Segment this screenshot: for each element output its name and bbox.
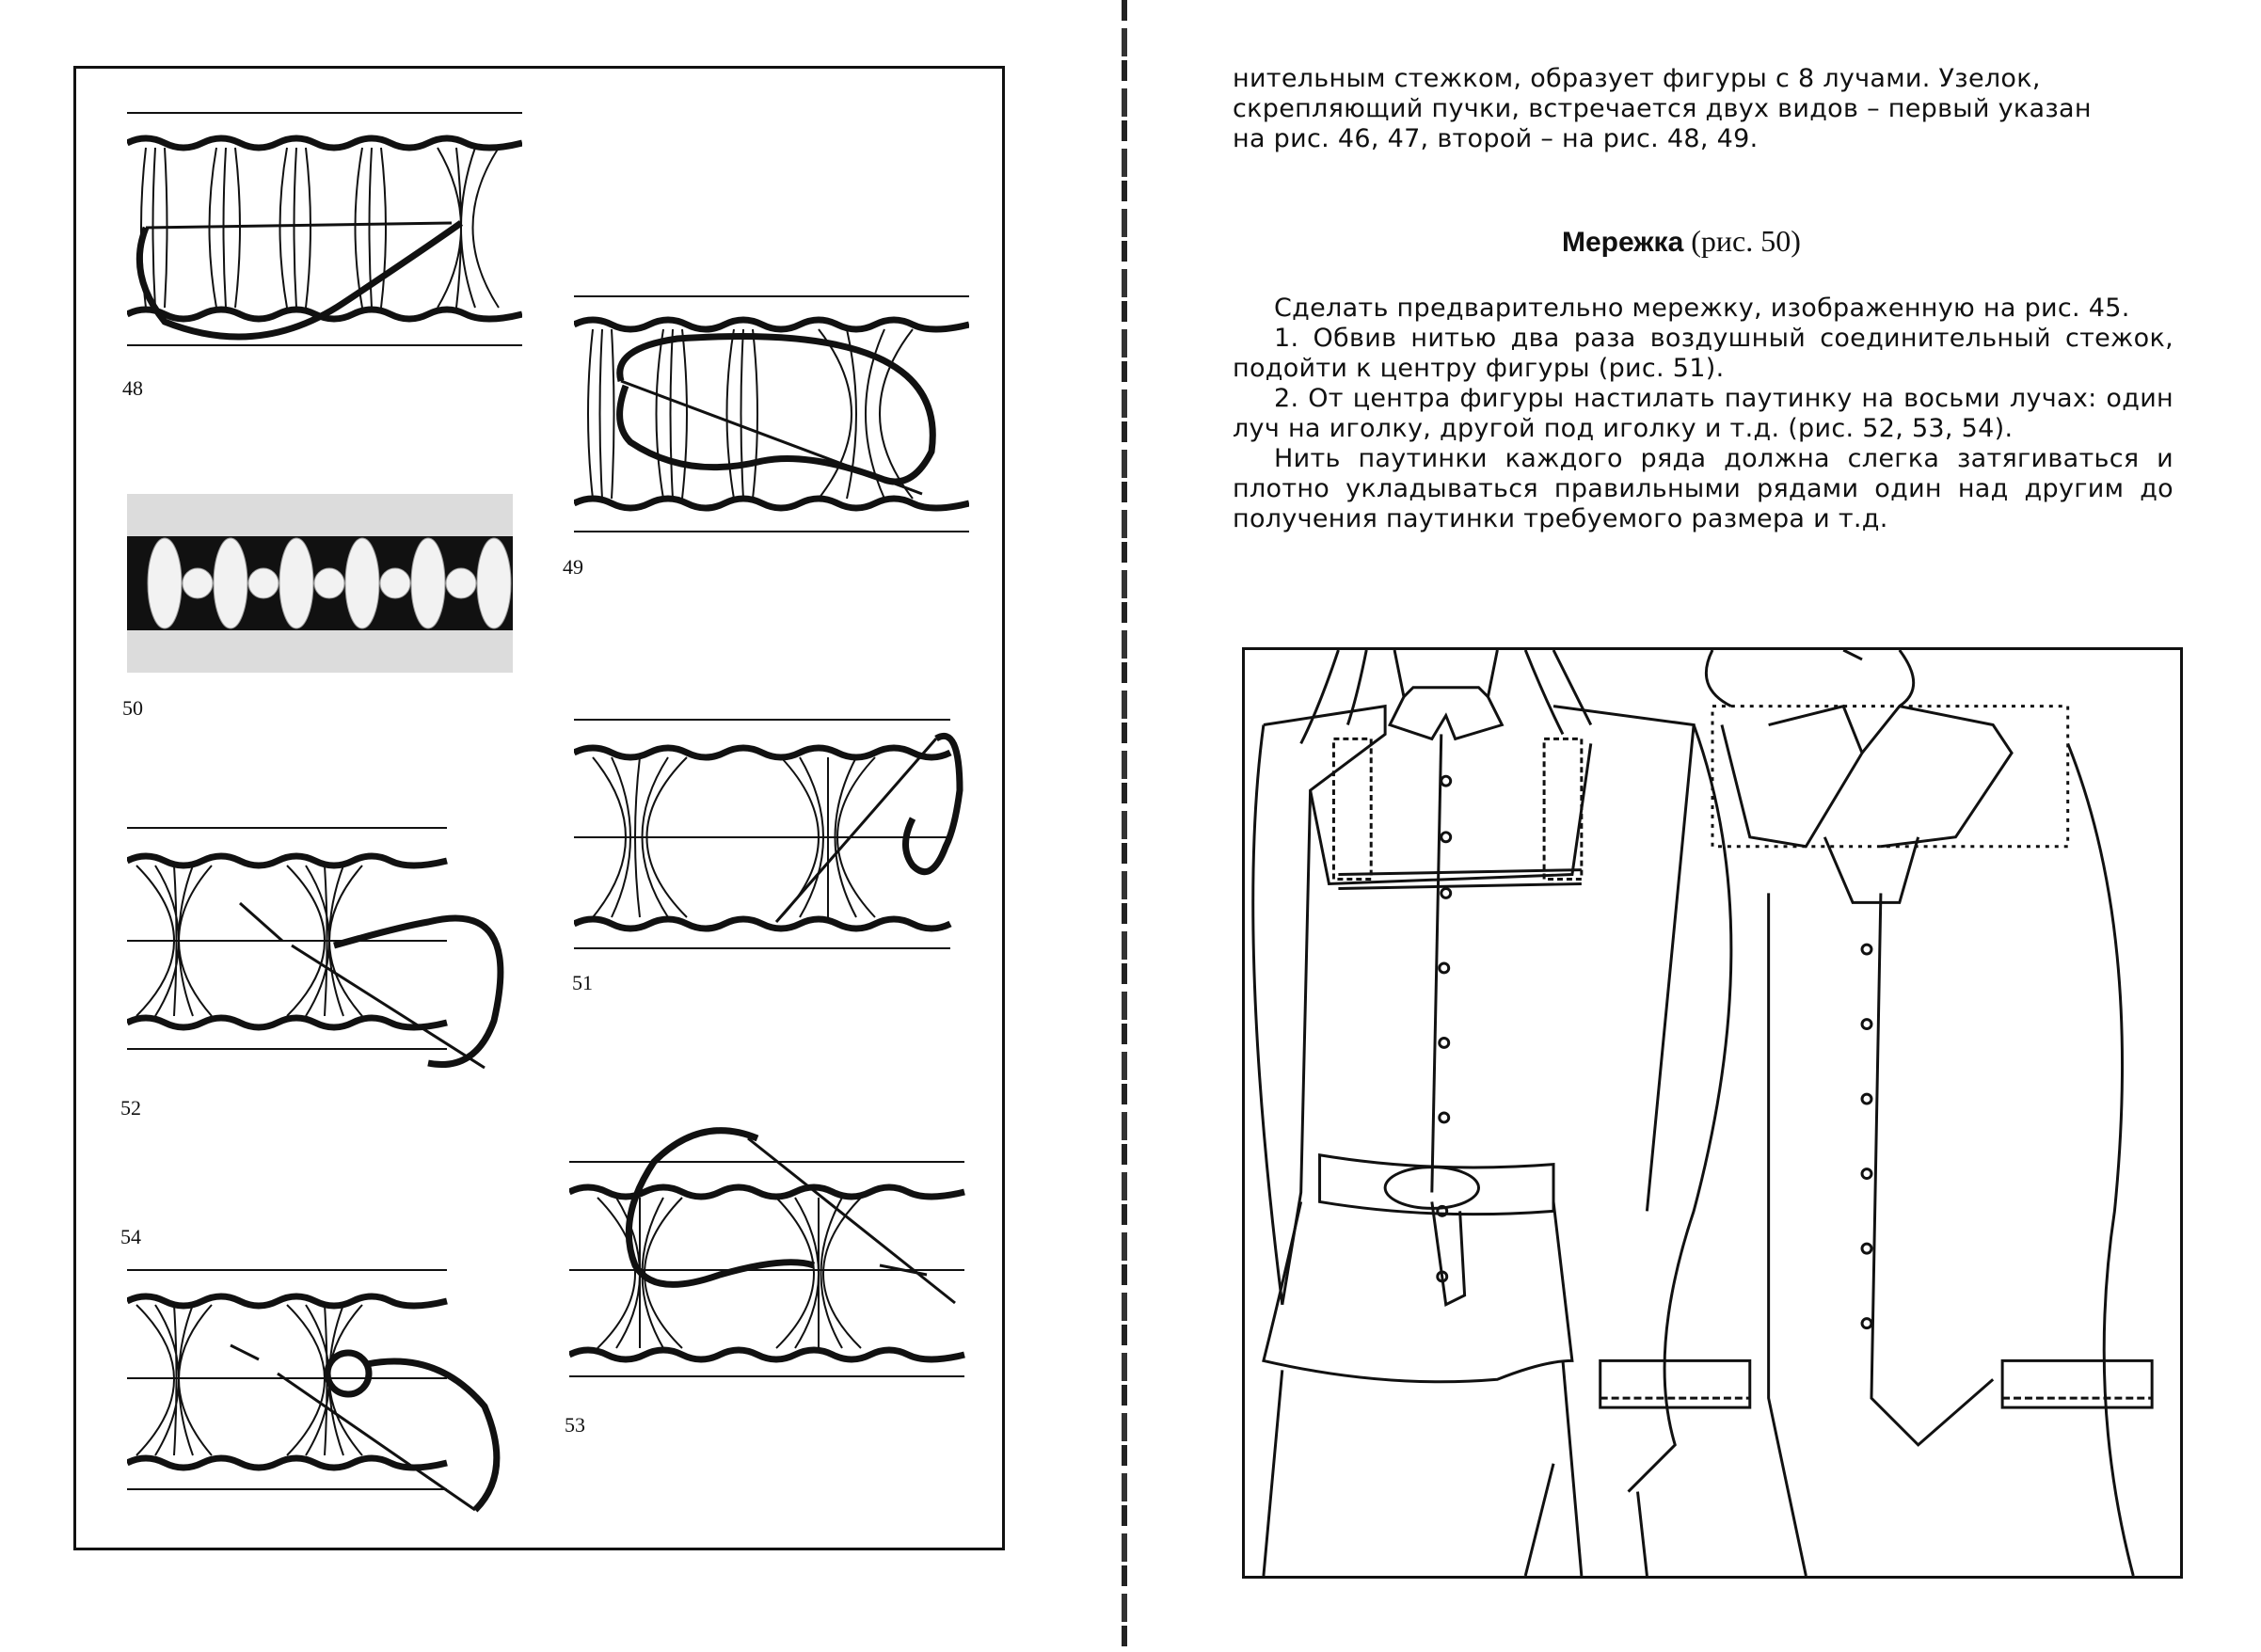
stitch-diagram-48 xyxy=(127,105,522,359)
paragraph: Нить паутинки каждого ряда должна слегка затягиваться и плотно укладываться правильными рядами один над другим до получения паутинки требуемого размера и т.д. xyxy=(1233,444,2173,533)
figure-52 xyxy=(127,823,522,1091)
blouse-illustration xyxy=(1242,647,2183,1579)
intro-line: скрепляющий пучки, встречается двух видов – первый указан xyxy=(1233,94,2092,123)
stitch-diagram-52 xyxy=(127,823,522,1091)
left-page xyxy=(0,0,1120,1652)
heading-figure-ref: (рис. 50) xyxy=(1683,224,1801,258)
stitch-diagram-49 xyxy=(574,292,969,541)
stitch-diagram-54 xyxy=(127,1265,522,1529)
book-spine xyxy=(1122,0,1127,1652)
figure-54-number: 54 xyxy=(120,1225,141,1248)
heading-title: Мережка xyxy=(1562,227,1684,258)
stitch-diagram-51 xyxy=(574,715,969,960)
figure-48-number: 48 xyxy=(122,376,143,400)
figure-51-number: 51 xyxy=(572,971,593,994)
embroidery-photo-50 xyxy=(127,494,513,673)
figure-49-number: 49 xyxy=(563,555,583,579)
right-page xyxy=(1129,0,2261,1652)
figure-54 xyxy=(127,1265,522,1529)
intro-line: на рис. 46, 47, второй – на рис. 48, 49. xyxy=(1233,124,1759,153)
intro-text xyxy=(1233,64,2173,154)
figure-50-number: 50 xyxy=(122,696,143,720)
fashion-drawing xyxy=(1245,650,2180,1576)
instructions-text xyxy=(1233,294,2173,534)
figure-52-number: 52 xyxy=(120,1096,141,1120)
figure-49 xyxy=(574,292,969,541)
figure-48 xyxy=(127,105,522,359)
figure-51 xyxy=(574,715,969,960)
figure-53-number: 53 xyxy=(565,1413,585,1437)
intro-line: нительным стежком, образует фигуры с 8 лучами. Узелок, xyxy=(1233,64,2041,93)
paragraph: Сделать предварительно мережку, изображенную на рис. 45. xyxy=(1274,294,2130,323)
section-heading xyxy=(1562,224,1801,259)
figure-53 xyxy=(569,1124,974,1397)
paragraph: 2. От центра фигуры настилать паутинку на восьми лучах: один луч на иголку, другой под иголку и т.д. (рис. 52, 53, 54). xyxy=(1233,384,2173,443)
figure-50 xyxy=(127,494,513,673)
stitch-diagram-53 xyxy=(569,1124,974,1397)
paragraph: 1. Обвив нитью два раза воздушный соединительный стежок, подойти к центру фигуры (рис. 51). xyxy=(1233,324,2173,383)
